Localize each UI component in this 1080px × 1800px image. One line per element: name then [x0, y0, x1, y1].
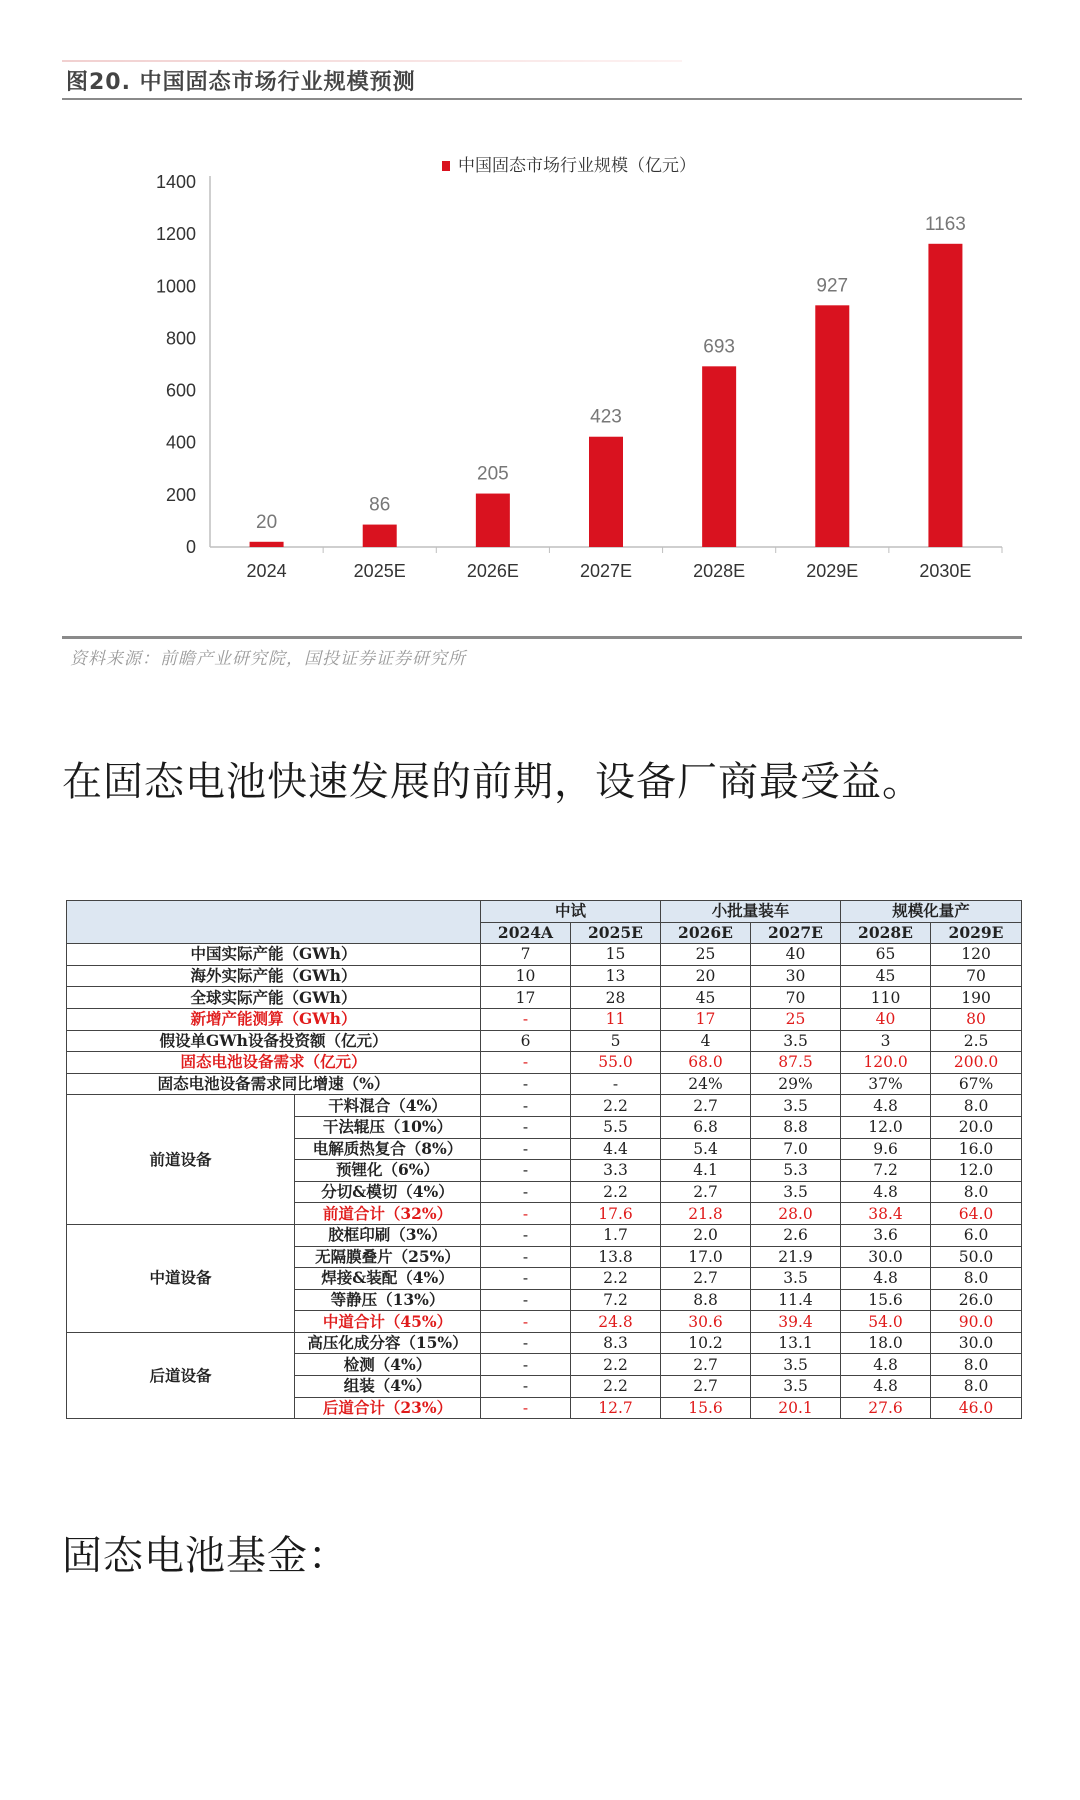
value-cell: 6.8: [661, 1116, 751, 1138]
table-row: [67, 1095, 1022, 1117]
value-cell: 54.0: [841, 1311, 931, 1333]
value-cell: 20: [661, 965, 751, 987]
value-cell: 30.0: [931, 1332, 1022, 1354]
row-label: 电解质热复合（8%）: [295, 1138, 481, 1160]
header-year: 2025E: [571, 922, 661, 944]
bar-2029E: [815, 305, 849, 547]
value-cell: -: [481, 1268, 571, 1290]
value-cell: 12.7: [571, 1397, 661, 1419]
data-label-2024: 20: [256, 511, 278, 533]
value-cell: 4.8: [841, 1095, 931, 1117]
value-cell: 27.6: [841, 1397, 931, 1419]
value-cell: -: [481, 1397, 571, 1419]
value-cell: 120: [931, 944, 1022, 966]
x-tick-label-2029E: 2029E: [806, 561, 859, 581]
value-cell: 15: [571, 944, 661, 966]
x-tick-label-2027E: 2027E: [579, 561, 633, 581]
value-cell: 90.0: [931, 1311, 1022, 1333]
value-cell: 8.8: [661, 1289, 751, 1311]
group-label: 后道设备: [67, 1332, 295, 1418]
figure-source: 资料来源：前瞻产业研究院，国投证券证券研究所: [70, 649, 466, 669]
data-label-2026E: 205: [477, 463, 509, 485]
title-accent-line: [62, 60, 682, 62]
value-cell: 12.0: [931, 1160, 1022, 1182]
value-cell: 5: [571, 1030, 661, 1052]
data-table: [66, 900, 1022, 1419]
value-cell: 8.0: [931, 1376, 1022, 1398]
value-cell: 2.2: [571, 1376, 661, 1398]
value-cell: 5.5: [571, 1116, 661, 1138]
row-label: 胶框印刷（3%）: [295, 1224, 481, 1246]
value-cell: 11.4: [751, 1289, 841, 1311]
value-cell: 9.6: [841, 1138, 931, 1160]
y-tick-label: 1200: [155, 224, 196, 245]
header-year: 2028E: [841, 922, 931, 944]
value-cell: 70: [751, 987, 841, 1009]
table-row: [67, 1073, 1022, 1095]
y-tick-label: 0: [185, 537, 196, 557]
x-tick-label-2028E: 2028E: [693, 561, 746, 581]
value-cell: -: [481, 1052, 571, 1074]
value-cell: 45: [661, 987, 751, 1009]
value-cell: 8.3: [571, 1332, 661, 1354]
value-cell: 29%: [751, 1073, 841, 1095]
bar-2026E: [476, 494, 510, 547]
value-cell: 15.6: [661, 1397, 751, 1419]
header-year: 2026E: [661, 922, 751, 944]
value-cell: 2.7: [661, 1268, 751, 1290]
value-cell: 80: [931, 1008, 1022, 1030]
row-label: 全球实际产能（GWh）: [67, 987, 481, 1009]
bar-2030E: [928, 244, 962, 547]
header-year: 2024A: [481, 922, 571, 944]
value-cell: 3.5: [751, 1376, 841, 1398]
value-cell: 4.8: [841, 1376, 931, 1398]
value-cell: 8.0: [931, 1181, 1022, 1203]
value-cell: 6.0: [931, 1224, 1022, 1246]
value-cell: 17: [661, 1008, 751, 1030]
legend-label: 中国固态市场行业规模（亿元）: [458, 156, 696, 176]
value-cell: 3: [841, 1030, 931, 1052]
value-cell: -: [481, 1289, 571, 1311]
value-cell: 39.4: [751, 1311, 841, 1333]
value-cell: 4.8: [841, 1268, 931, 1290]
paragraph-fund-heading: 固态电池基金：: [62, 1533, 349, 1579]
value-cell: -: [481, 1203, 571, 1225]
value-cell: -: [481, 1311, 571, 1333]
value-cell: -: [481, 1354, 571, 1376]
equipment-demand-table: [66, 900, 1021, 1419]
table-row: [67, 1332, 1022, 1354]
value-cell: 13.1: [751, 1332, 841, 1354]
row-label: 检测（4%）: [295, 1354, 481, 1376]
bar-2024: [250, 542, 284, 547]
bar-2025E: [363, 525, 397, 547]
value-cell: 87.5: [751, 1052, 841, 1074]
x-tick-label-2024: 2024: [246, 561, 287, 581]
value-cell: 7.0: [751, 1138, 841, 1160]
value-cell: -: [481, 1116, 571, 1138]
row-label: 干料混合（4%）: [295, 1095, 481, 1117]
value-cell: 28.0: [751, 1203, 841, 1225]
value-cell: 8.0: [931, 1095, 1022, 1117]
value-cell: 3.6: [841, 1224, 931, 1246]
value-cell: 4.8: [841, 1181, 931, 1203]
y-tick-label: 600: [165, 380, 196, 401]
table-row: [67, 1008, 1022, 1030]
value-cell: 20.1: [751, 1397, 841, 1419]
value-cell: 2.7: [661, 1376, 751, 1398]
row-label: 预锂化（6%）: [295, 1160, 481, 1182]
value-cell: 13: [571, 965, 661, 987]
value-cell: -: [481, 1246, 571, 1268]
value-cell: 2.7: [661, 1095, 751, 1117]
bar-chart: [62, 100, 1022, 630]
y-tick-label: 800: [165, 328, 196, 349]
value-cell: 7.2: [571, 1289, 661, 1311]
y-tick-label: 1000: [155, 276, 196, 297]
value-cell: 3.5: [751, 1030, 841, 1052]
row-label: 焊接&装配（4%）: [295, 1268, 481, 1290]
value-cell: 7: [481, 944, 571, 966]
y-tick-label: 400: [165, 432, 196, 453]
value-cell: 68.0: [661, 1052, 751, 1074]
figure-title: 图20. 中国固态市场行业规模预测: [66, 70, 416, 95]
value-cell: -: [481, 1376, 571, 1398]
value-cell: 21.9: [751, 1246, 841, 1268]
value-cell: 8.0: [931, 1354, 1022, 1376]
row-label: 固态电池设备需求（亿元）: [67, 1052, 481, 1074]
value-cell: 67%: [931, 1073, 1022, 1095]
value-cell: 24.8: [571, 1311, 661, 1333]
row-label: 后道合计（23%）: [295, 1397, 481, 1419]
header-stage: 小批量装车: [661, 901, 841, 923]
value-cell: 25: [751, 1008, 841, 1030]
value-cell: 2.6: [751, 1224, 841, 1246]
value-cell: 5.4: [661, 1138, 751, 1160]
value-cell: 190: [931, 987, 1022, 1009]
value-cell: 4.8: [841, 1354, 931, 1376]
x-tick-label-2030E: 2030E: [919, 561, 972, 581]
row-label: 新增产能测算（GWh）: [67, 1008, 481, 1030]
table-row: [67, 965, 1022, 987]
value-cell: -: [571, 1073, 661, 1095]
value-cell: 4.4: [571, 1138, 661, 1160]
value-cell: -: [481, 1008, 571, 1030]
value-cell: 28: [571, 987, 661, 1009]
value-cell: 15.6: [841, 1289, 931, 1311]
value-cell: 4: [661, 1030, 751, 1052]
value-cell: 5.3: [751, 1160, 841, 1182]
value-cell: 17.6: [571, 1203, 661, 1225]
value-cell: 3.5: [751, 1354, 841, 1376]
table-row: [67, 1052, 1022, 1074]
row-label: 前道合计（32%）: [295, 1203, 481, 1225]
paragraph-equipment-benefit: 在固态电池快速发展的前期，设备厂商最受益。: [62, 759, 923, 805]
value-cell: 13.8: [571, 1246, 661, 1268]
value-cell: 45: [841, 965, 931, 987]
figure-block: [62, 56, 1022, 669]
legend-swatch: [442, 161, 450, 171]
value-cell: -: [481, 1224, 571, 1246]
row-label: 中道合计（45%）: [295, 1311, 481, 1333]
data-label-2029E: 927: [816, 275, 849, 297]
value-cell: 24%: [661, 1073, 751, 1095]
group-label: 前道设备: [67, 1095, 295, 1225]
value-cell: 8.0: [931, 1268, 1022, 1290]
header-stage: 中试: [481, 901, 661, 923]
value-cell: 2.0: [661, 1224, 751, 1246]
row-label: 高压化成分容（15%）: [295, 1332, 481, 1354]
value-cell: 25: [661, 944, 751, 966]
value-cell: 2.7: [661, 1354, 751, 1376]
value-cell: 40: [751, 944, 841, 966]
value-cell: 3.5: [751, 1268, 841, 1290]
group-label: 中道设备: [67, 1224, 295, 1332]
x-tick-label-2026E: 2026E: [466, 561, 519, 581]
value-cell: 10.2: [661, 1332, 751, 1354]
row-label: 干法辊压（10%）: [295, 1116, 481, 1138]
row-label: 海外实际产能（GWh）: [67, 965, 481, 987]
value-cell: 55.0: [571, 1052, 661, 1074]
value-cell: 4.1: [661, 1160, 751, 1182]
value-cell: 21.8: [661, 1203, 751, 1225]
value-cell: 2.2: [571, 1095, 661, 1117]
value-cell: 2.5: [931, 1030, 1022, 1052]
value-cell: 12.0: [841, 1116, 931, 1138]
value-cell: 10: [481, 965, 571, 987]
table-row: [67, 987, 1022, 1009]
value-cell: 17.0: [661, 1246, 751, 1268]
row-label: 无隔膜叠片（25%）: [295, 1246, 481, 1268]
x-tick-label-2025E: 2025E: [353, 561, 406, 581]
value-cell: 200.0: [931, 1052, 1022, 1074]
value-cell: 6: [481, 1030, 571, 1052]
value-cell: 2.2: [571, 1354, 661, 1376]
value-cell: 120.0: [841, 1052, 931, 1074]
value-cell: -: [481, 1095, 571, 1117]
value-cell: -: [481, 1181, 571, 1203]
figure-title-bar: [62, 56, 1022, 100]
figure-bottom-rule: [62, 636, 1022, 639]
y-tick-label: 200: [165, 484, 196, 505]
y-tick-label: 1400: [155, 172, 196, 192]
bar-2028E: [702, 366, 736, 547]
value-cell: 20.0: [931, 1116, 1022, 1138]
table-row: [67, 1030, 1022, 1052]
bar-2027E: [589, 437, 623, 547]
value-cell: 17: [481, 987, 571, 1009]
value-cell: 7.2: [841, 1160, 931, 1182]
value-cell: 50.0: [931, 1246, 1022, 1268]
value-cell: -: [481, 1332, 571, 1354]
value-cell: 18.0: [841, 1332, 931, 1354]
value-cell: 30: [751, 965, 841, 987]
table-row: [67, 1224, 1022, 1246]
row-label: 固态电池设备需求同比增速（%）: [67, 1073, 481, 1095]
header-stage: 规模化量产: [841, 901, 1022, 923]
value-cell: 30.6: [661, 1311, 751, 1333]
header-year: 2029E: [931, 922, 1022, 944]
value-cell: 30.0: [841, 1246, 931, 1268]
row-label: 组装（4%）: [295, 1376, 481, 1398]
value-cell: 65: [841, 944, 931, 966]
row-label: 等静压（13%）: [295, 1289, 481, 1311]
value-cell: -: [481, 1160, 571, 1182]
data-label-2030E: 1163: [924, 213, 966, 235]
value-cell: 26.0: [931, 1289, 1022, 1311]
value-cell: 3.5: [751, 1095, 841, 1117]
value-cell: 1.7: [571, 1224, 661, 1246]
value-cell: 110: [841, 987, 931, 1009]
value-cell: -: [481, 1073, 571, 1095]
row-label: 分切&模切（4%）: [295, 1181, 481, 1203]
value-cell: 2.2: [571, 1181, 661, 1203]
table-row: [67, 944, 1022, 966]
row-label: 假设单GWh设备投资额（亿元）: [67, 1030, 481, 1052]
value-cell: 2.7: [661, 1181, 751, 1203]
value-cell: 46.0: [931, 1397, 1022, 1419]
value-cell: 8.8: [751, 1116, 841, 1138]
value-cell: 2.2: [571, 1268, 661, 1290]
header-year: 2027E: [751, 922, 841, 944]
table-header-row: [67, 901, 1022, 923]
value-cell: 3.3: [571, 1160, 661, 1182]
data-label-2027E: 423: [590, 406, 622, 428]
value-cell: 3.5: [751, 1181, 841, 1203]
value-cell: 64.0: [931, 1203, 1022, 1225]
data-label-2025E: 86: [369, 494, 391, 516]
value-cell: 16.0: [931, 1138, 1022, 1160]
value-cell: 11: [571, 1008, 661, 1030]
value-cell: 38.4: [841, 1203, 931, 1225]
value-cell: 70: [931, 965, 1022, 987]
row-label: 中国实际产能（GWh）: [67, 944, 481, 966]
header-corner: [67, 901, 481, 944]
data-label-2028E: 693: [703, 336, 735, 358]
value-cell: -: [481, 1138, 571, 1160]
value-cell: 37%: [841, 1073, 931, 1095]
value-cell: 40: [841, 1008, 931, 1030]
